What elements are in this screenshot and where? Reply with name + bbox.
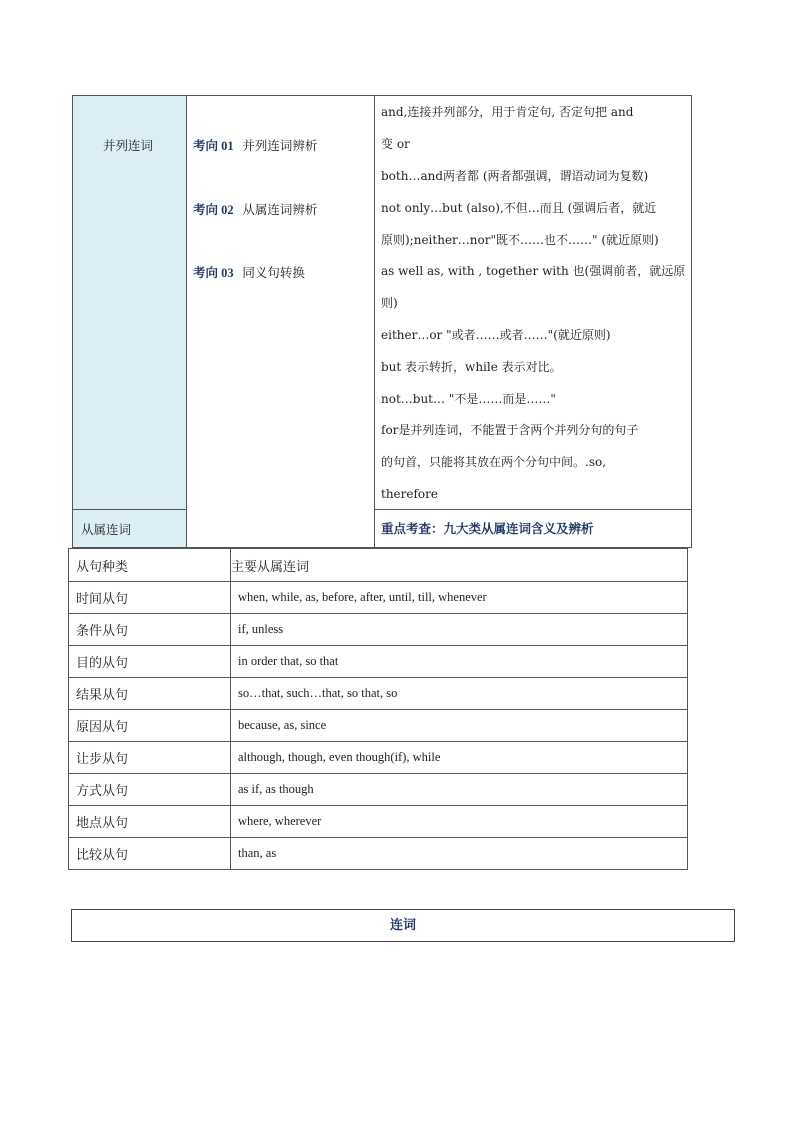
content-line: as well as, with , together with 也(强调前者，就远原 xyxy=(381,264,686,278)
clause-conjunctions: than, as xyxy=(231,838,688,870)
header-conj: 主要从属连词 xyxy=(231,549,688,582)
table-row xyxy=(69,838,688,870)
topic-number: 考向 03 xyxy=(193,266,234,280)
clause-kind: 让步从句 xyxy=(69,742,231,774)
category-label-coordinating: 并列连词 xyxy=(103,138,154,153)
clause-kind: 目的从句 xyxy=(69,646,231,678)
content-line: either…or "或者……或者……"(就近原则) xyxy=(381,328,611,342)
clause-conjunctions: if, unless xyxy=(231,614,688,646)
content-line: not…but… "不是……而是……" xyxy=(381,392,556,406)
category-label-subordinating: 从属连词 xyxy=(81,522,132,537)
content-line: 变 or xyxy=(381,137,410,151)
table-row xyxy=(69,742,688,774)
content-cell xyxy=(375,96,691,509)
clause-conjunctions: as if, as though xyxy=(231,774,688,806)
content-line: both…and两者都 (两者都强调，谓语动词为复数) xyxy=(381,169,649,183)
focus-text: 重点考查：九大类从属连词含义及辨析 xyxy=(381,521,594,536)
topic-item xyxy=(193,200,317,218)
header-kind: 从句种类 xyxy=(69,549,231,582)
content-line: and,连接并列部分，用于肯定句, 否定句把 and xyxy=(381,105,634,119)
table-row xyxy=(69,806,688,838)
content-line: 则) xyxy=(381,296,398,310)
subordinate-clause-table xyxy=(68,548,688,870)
clause-kind: 时间从句 xyxy=(69,582,231,614)
table-row xyxy=(69,678,688,710)
content-line: 原则);neither…nor"既不……也不……" (就近原则) xyxy=(381,233,659,247)
table-row xyxy=(69,582,688,614)
content-line: but 表示转折，while 表示对比。 xyxy=(381,360,562,374)
table-row xyxy=(69,646,688,678)
section-title-banner: 连词 xyxy=(71,909,735,942)
clause-kind: 结果从句 xyxy=(69,678,231,710)
clause-kind: 比较从句 xyxy=(69,838,231,870)
clause-conjunctions: when, while, as, before, after, until, till, whenever xyxy=(231,582,688,614)
clause-conjunctions: so…that, such…that, so that, so xyxy=(231,678,688,710)
clause-conjunctions: in order that, so that xyxy=(231,646,688,678)
table-row xyxy=(69,710,688,742)
category-cell-coordinating xyxy=(73,96,187,509)
content-line: not only…but (also),不但…而且 (强调后者，就近 xyxy=(381,201,657,215)
clause-conjunctions: because, as, since xyxy=(231,710,688,742)
topic-item xyxy=(193,263,305,281)
topic-name: 从属连词辨析 xyxy=(242,202,318,217)
topic-number: 考向 02 xyxy=(193,203,234,217)
clause-kind: 条件从句 xyxy=(69,614,231,646)
topic-number: 考向 01 xyxy=(193,139,234,153)
topics-cell xyxy=(187,96,375,547)
content-line: for是并列连词，不能置于含两个并列分句的句子 xyxy=(381,423,639,437)
clause-kind: 原因从句 xyxy=(69,710,231,742)
topic-name: 并列连词辨析 xyxy=(242,138,318,153)
conjunction-overview-table xyxy=(72,95,692,548)
topic-name: 同义句转换 xyxy=(242,265,305,280)
clause-conjunctions: where, wherever xyxy=(231,806,688,838)
category-cell-subordinating xyxy=(73,509,187,547)
table-row xyxy=(69,614,688,646)
clause-kind: 地点从句 xyxy=(69,806,231,838)
focus-cell xyxy=(375,509,691,547)
topic-item xyxy=(193,136,317,154)
content-line: therefore xyxy=(381,487,438,501)
table-row xyxy=(69,774,688,806)
clause-conjunctions: although, though, even though(if), while xyxy=(231,742,688,774)
content-line: 的句首，只能将其放在两个分句中间。.so, xyxy=(381,455,607,469)
clause-kind: 方式从句 xyxy=(69,774,231,806)
table-header-row xyxy=(69,549,688,582)
